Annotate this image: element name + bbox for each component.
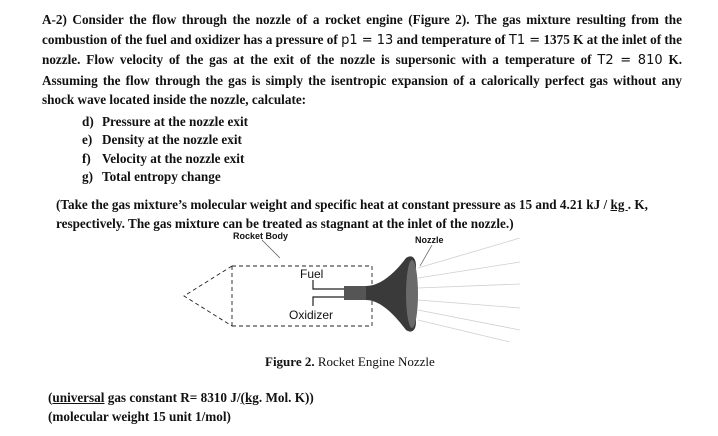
task-letter: d) [82, 114, 94, 129]
universal-word: universal [52, 390, 105, 405]
combustion-chamber [344, 286, 368, 300]
problem-statement [42, 10, 682, 110]
caption-number: Figure 2. [265, 354, 315, 369]
fuel-label: Fuel [300, 267, 324, 281]
caption-text: Rocket Engine Nozzle [314, 354, 435, 369]
molecular-weight-line: (molecular weight 15 unit 1/mol) [48, 409, 231, 424]
task-item [82, 113, 248, 131]
task-letter: g) [82, 168, 93, 184]
t1-symbol: T1 = [508, 32, 541, 48]
nozzle-pointer [420, 245, 432, 266]
problem-text-3: 1375 K at the inlet of the nozzle. Flow velocity of the gas at the exit of the nozzle is supersonic with a temperature of [42, 31, 682, 67]
problem-text-1: A-2) Consider the flow through the nozzle of a rocket engine (Figure 2). The gas mixture resulting from the combustion of the fuel and oxidizer has a pressure of [42, 12, 682, 47]
task-text: Total entropy change [102, 168, 221, 184]
task-item [82, 131, 248, 149]
gas-constant-text-a: gas constant R= 8310 J/ [104, 390, 241, 405]
task-list [82, 113, 248, 186]
note-text-a: (Take the gas mixture’s molecular weight and specific heat at constant pressure as 15 and 4.21 kJ / [56, 197, 611, 212]
p1-value: p1 = 13 [341, 32, 394, 48]
gas-constant-text-b: . Mol. K)) [258, 390, 314, 405]
oxidizer-label: Oxidizer [289, 308, 334, 322]
note-text-b: . K, respectively. The gas mixture can be treated as stagnant at the inlet of the nozzle.) [56, 197, 648, 231]
nozzle-exit-plane [406, 260, 418, 328]
note-kg-link: kg [610, 197, 628, 212]
task-item [82, 150, 248, 168]
feed-lines [313, 280, 344, 306]
rocket-body-outline [184, 266, 372, 326]
rocket-engine-diagram [180, 238, 525, 342]
t2-value: T2 = 810 [597, 53, 663, 68]
rocket-body-label: Rocket Body [233, 231, 289, 241]
problem-text-2: and temperature of [393, 31, 509, 47]
task-letter: f) [82, 150, 91, 166]
task-text: Pressure at the nozzle exit [102, 114, 248, 129]
gas-constant-paren: ( [48, 390, 53, 405]
task-letter: e) [82, 132, 93, 148]
task-text: Velocity at the nozzle exit [102, 150, 245, 166]
exhaust-plume [418, 238, 520, 342]
task-text: Density at the nozzle exit [102, 132, 242, 148]
gas-constant-line [48, 390, 314, 406]
figure-caption [265, 354, 435, 370]
task-item [82, 168, 248, 186]
nozzle-label: Nozzle [415, 235, 444, 245]
gas-constant-kg: (kg [240, 390, 259, 405]
rocket-body-pointer [262, 240, 280, 258]
problem-text-4: K. Assuming the flow through the gas is simply the isentropic expansion of a calorically perfect gas without any shock wave located inside the nozzle, calculate: [42, 52, 683, 107]
assumption-note [56, 195, 678, 233]
